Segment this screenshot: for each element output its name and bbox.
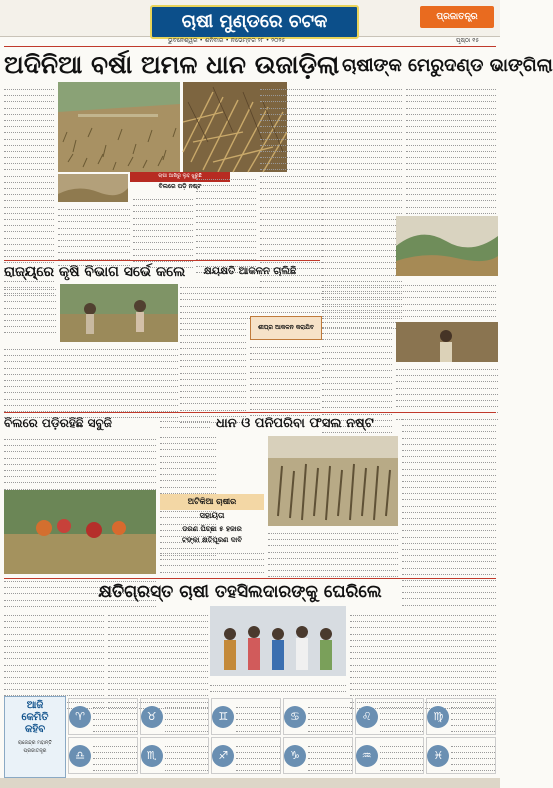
right-headline: ଚାଷୀଙ୍କ ମେରୁଦଣ୍ଡ ଭାଙ୍ଗିଲା [342, 55, 553, 76]
lead-text-col3 [133, 194, 193, 256]
story2-text1 [4, 284, 56, 324]
sidebar-title-3: କହିବ [24, 724, 46, 735]
aries-icon: ♈ [69, 706, 91, 728]
horoscope-cell [211, 737, 281, 774]
story2-photo [60, 284, 178, 342]
page-number: ପୃଷ୍ଠା ୧୫ [456, 37, 480, 44]
story5-text4 [402, 414, 496, 572]
lead-headline: ଅଦିନିଆ ବର୍ଷା ଅମଳ ଧାନ ଉଜାଡ଼ିଲା [4, 50, 340, 79]
story3-text3 [250, 342, 320, 404]
aquarius-icon: ♒ [356, 745, 378, 767]
virgo-icon: ♍ [427, 706, 449, 728]
story3-text2 [180, 318, 246, 404]
right-text-lower [322, 280, 496, 320]
story5-text3 [268, 528, 398, 572]
story5-sub3: ଡରଣ ପିଚ୍ଛା ୫ ହଜାର [182, 525, 242, 533]
horoscope-cell [283, 698, 353, 735]
scorpio-icon: ♏ [141, 745, 163, 767]
right-text-col1 [322, 84, 402, 274]
horoscope-cell [283, 737, 353, 774]
right-text-col2 [406, 84, 496, 214]
story5-sub-box1 [160, 494, 264, 510]
horoscope-cell [68, 737, 138, 774]
sidebar-box [4, 696, 66, 778]
taurus-icon: ♉ [141, 706, 163, 728]
story5-text2 [160, 548, 264, 572]
pisces-icon: ♓ [427, 745, 449, 767]
story6-text3 [350, 610, 496, 690]
dateline: ଭୁବନେଶ୍ୱର • ଶନିବାର • ନଭେମ୍ବର ୨୮ • ୨୦୨୫ [168, 37, 286, 44]
lead-text-col5 [260, 84, 330, 256]
sagittarius-icon: ♐ [212, 745, 234, 767]
rule-mid2 [4, 412, 496, 413]
right-text-col4 [396, 364, 498, 412]
horoscope-cell [140, 698, 210, 735]
story5-sub2: ସହାୟତା [199, 511, 225, 520]
sidebar-byline: ରାଜେନ୍ଦ୍ର ମହାନ୍ତି [18, 740, 52, 746]
horoscope-cell [355, 698, 425, 735]
horoscope-cell [68, 698, 138, 735]
lead-photo-subcaption: ବିଲରେ ପଡ଼ି ନଷ୍ଟ [158, 183, 202, 190]
story6-text1 [4, 610, 104, 690]
right-photo-2 [396, 322, 498, 362]
horoscope-cell [211, 698, 281, 735]
horoscope-cell [426, 698, 496, 735]
lead-photo-field [58, 82, 180, 172]
story3-box [250, 316, 322, 340]
horoscope-cell [355, 737, 425, 774]
rule-mid3 [4, 578, 496, 579]
gemini-icon: ♊ [212, 706, 234, 728]
horoscope-cell [140, 737, 210, 774]
story6-photo-caption [210, 680, 346, 694]
right-photo-landscape [396, 216, 498, 276]
rule-mid1 [4, 260, 320, 261]
story4-headline: ବିଲରେ ପଡ଼ିରହିଛି ସବୁଜି [4, 416, 112, 430]
story3-text1 [180, 282, 320, 312]
sidebar-title-2: କେମିତି [21, 712, 49, 723]
leo-icon: ♌ [356, 706, 378, 728]
lead-text-col2 [58, 204, 130, 256]
publication-logo: ପ୍ରଜାତନ୍ତ୍ର [420, 6, 494, 28]
cancer-icon: ♋ [284, 706, 306, 728]
lead-text-col1 [4, 84, 54, 256]
horoscope-cell [426, 737, 496, 774]
right-text-col3 [322, 322, 392, 412]
story3-box-label: ଶୀଘ୍ର ଆକଳନ କରାଯିବ [257, 324, 314, 331]
story5-intro [160, 416, 210, 430]
story4-text1 [4, 434, 156, 488]
story5-photo [268, 436, 398, 526]
story6-headline: କ୍ଷତିଗ୍ରସ୍ତ ଚାଷୀ ତହସିଲଦାରଙ୍କୁ ଘେରିଲେ [98, 582, 382, 602]
story4-photo [4, 490, 156, 574]
story6-text2 [108, 610, 208, 690]
story2-headline: ରାଜ୍ୟ୍ରେ କୃଷି ବିଭାଗ ସର୍ଭେ କଲେ [4, 264, 186, 280]
horoscope-grid [68, 698, 496, 774]
page-title: ଚାଷୀ ମୁଣ୍ଡରେ ଚଟକ [150, 5, 359, 39]
header-rule [4, 46, 496, 47]
capricorn-icon: ♑ [284, 745, 306, 767]
libra-icon: ♎ [69, 745, 91, 767]
story5-headline: ଧାନ ଓ ପନିପରିବା ଫସଲ ନଷ୍ଟ [216, 416, 374, 431]
story6-photo [210, 606, 346, 676]
story3-headline: କ୍ଷୟକ୍ଷତି ଆକଳନ ଚାଲିଛି [203, 266, 297, 277]
lead-text-col4 [196, 174, 256, 256]
story5-sub4: ଟଙ୍କା କ୍ଷତିପୂରଣ ଦାବି [182, 536, 242, 544]
lead-photo-small [58, 174, 128, 202]
sidebar-title-1: ଆଜି [26, 700, 44, 711]
sidebar-footer: ପ୍ରଜାତନ୍ତ୍ର [23, 748, 47, 754]
footer-strip [0, 778, 500, 788]
lead-photo-caption: ଚାଷୀ ଆଖିରୁ ଲୁହ ଝୁରୁଛି [130, 172, 230, 182]
story5-sub1: ଅଟିକିଆ ଚାଷୀର [187, 497, 237, 506]
story2-text2 [4, 344, 178, 404]
